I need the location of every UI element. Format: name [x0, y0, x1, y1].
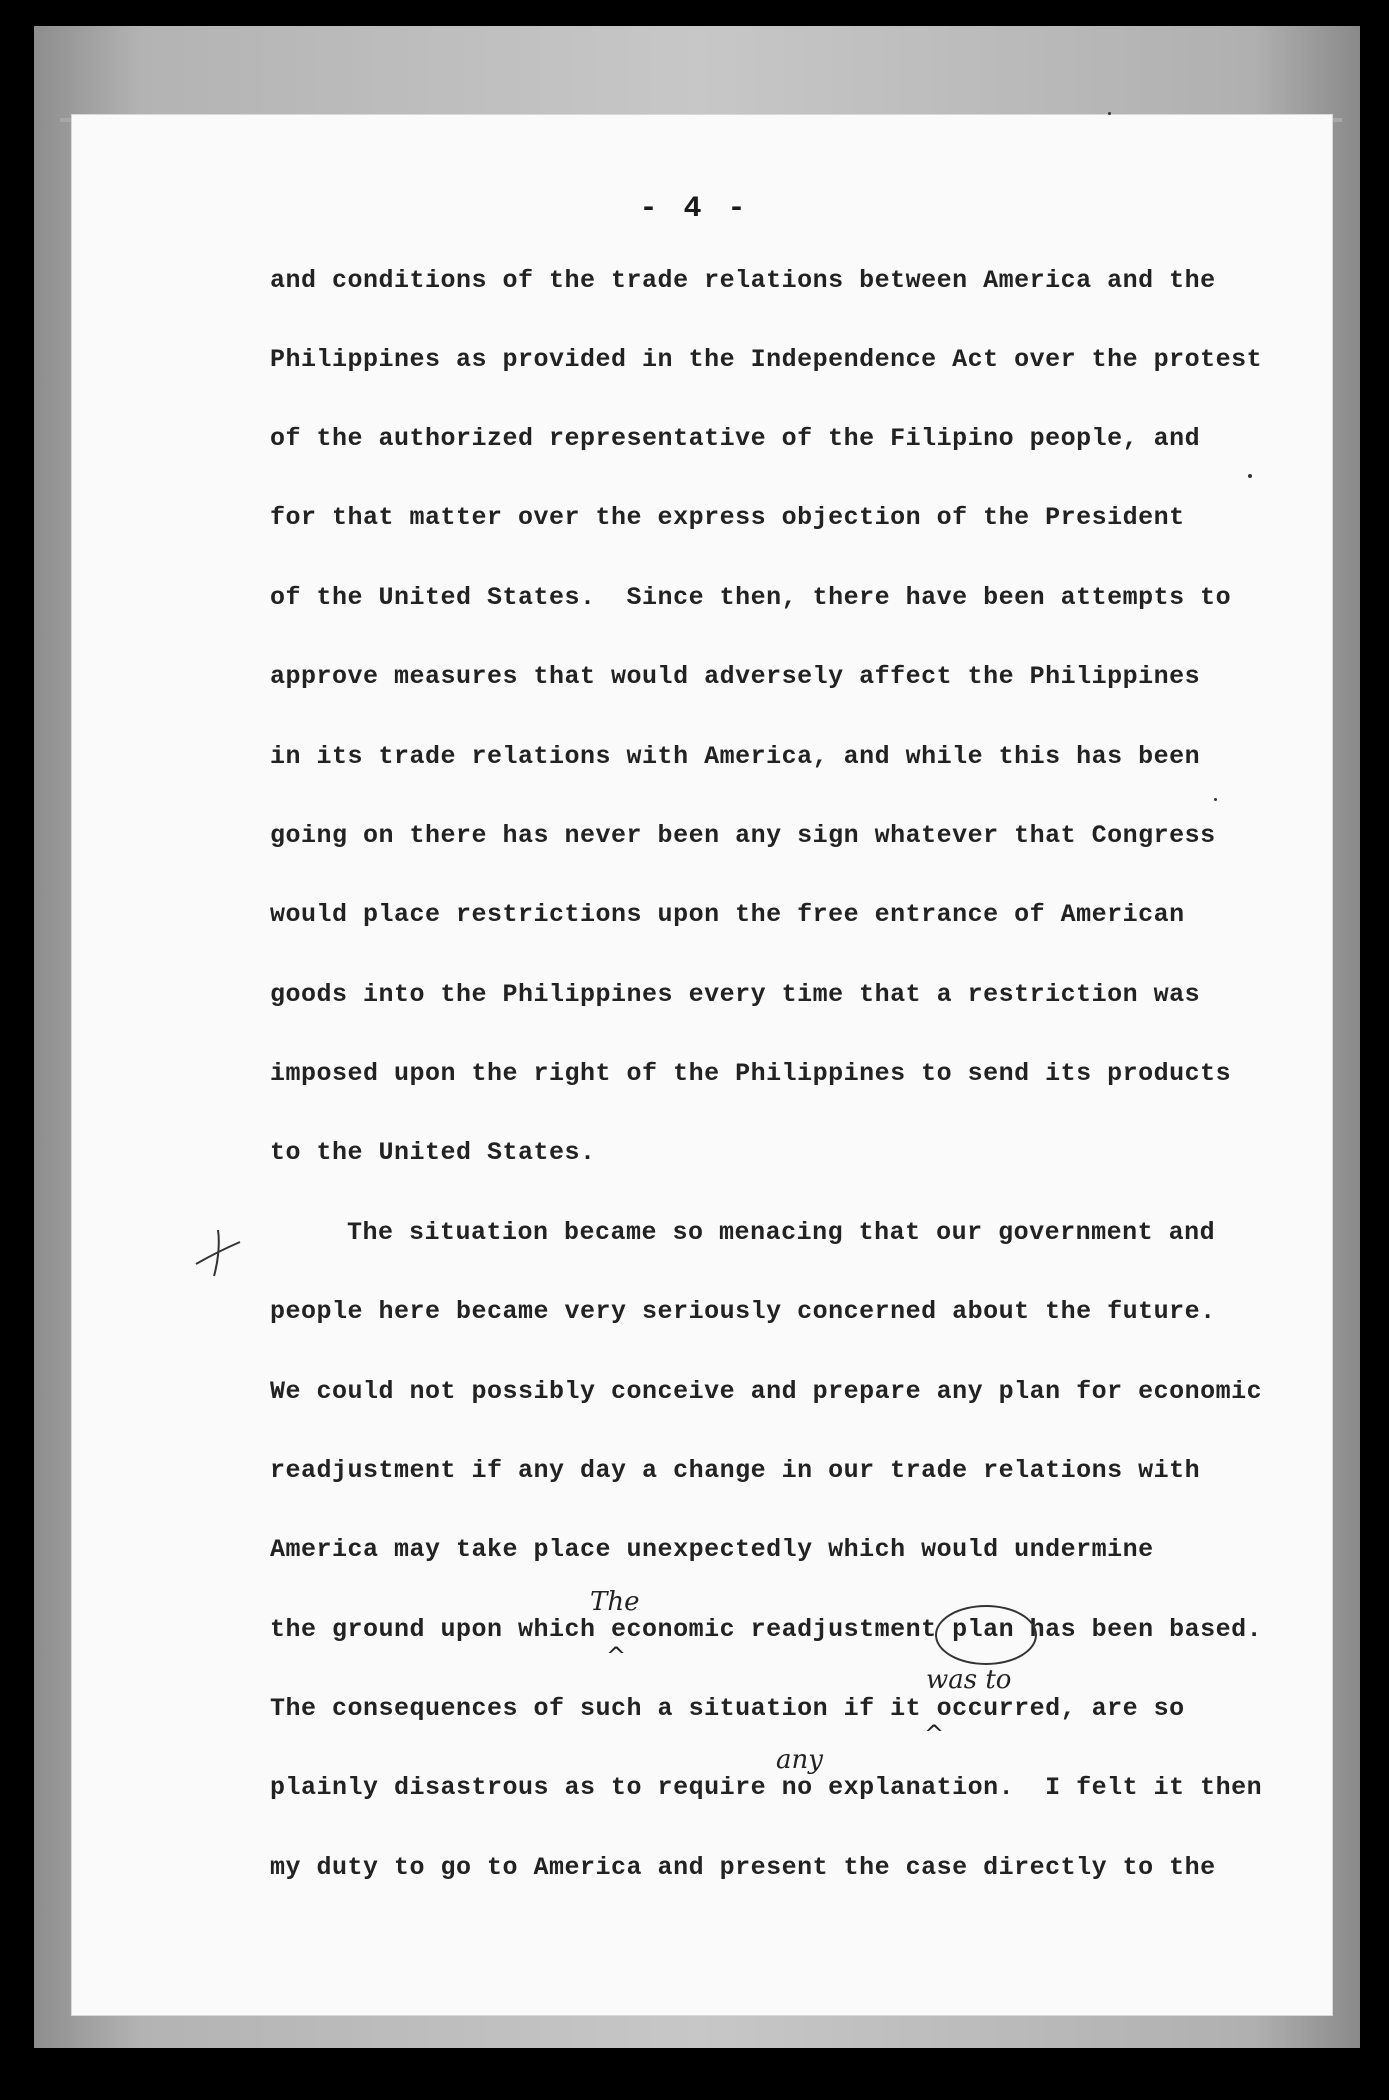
body-line: in its trade relations with America, and while this has been [270, 742, 1201, 771]
margin-x-mark [188, 1222, 248, 1282]
handwritten-insert-any: any [776, 1745, 823, 1775]
circle-mark [935, 1605, 1037, 1665]
body-line: for that matter over the express objection of the President [270, 503, 1185, 532]
paper-speck [1108, 112, 1111, 115]
body-line: my duty to go to America and present the case directly to the [270, 1853, 1216, 1882]
body-line: going on there has never been any sign whatever that Congress [270, 821, 1216, 850]
paper-speck [1248, 474, 1252, 478]
body-line: readjustment if any day a change in our trade relations with [270, 1456, 1201, 1485]
handwritten-insert-was-to: was to [926, 1665, 1012, 1695]
paper-speck [1214, 798, 1217, 801]
caret-mark: ^ [924, 1720, 945, 1748]
body-line: of the United States. Since then, there have been attempts to [270, 583, 1232, 612]
body-line: The consequences of such a situation if it occurred, are so [270, 1694, 1185, 1723]
body-line: plainly disastrous as to require no explanation. I felt it then [270, 1773, 1263, 1802]
page-number: - 4 - [639, 192, 750, 226]
body-line: approve measures that would adversely affect the Philippines [270, 662, 1201, 691]
body-line: people here became very seriously concerned about the future. [270, 1297, 1216, 1326]
body-line: the ground upon which economic readjustment plan has been based. [270, 1615, 1263, 1644]
body-line: and conditions of the trade relations between America and the [270, 266, 1216, 295]
body-line: would place restrictions upon the free entrance of American [270, 900, 1185, 929]
body-line: imposed upon the right of the Philippines to send its products [270, 1059, 1232, 1088]
body-line: We could not possibly conceive and prepare any plan for economic [270, 1377, 1263, 1406]
body-line: The situation became so menacing that our government and [347, 1218, 1216, 1247]
body-line: to the United States. [270, 1138, 596, 1167]
body-line: America may take place unexpectedly which would undermine [270, 1535, 1154, 1564]
handwritten-insert-the: The [590, 1587, 640, 1617]
body-line: of the authorized representative of the Filipino people, and [270, 424, 1201, 453]
body-line: Philippines as provided in the Independence Act over the protest [270, 345, 1263, 374]
body-line: goods into the Philippines every time that a restriction was [270, 980, 1201, 1009]
caret-mark: ^ [606, 1642, 627, 1670]
